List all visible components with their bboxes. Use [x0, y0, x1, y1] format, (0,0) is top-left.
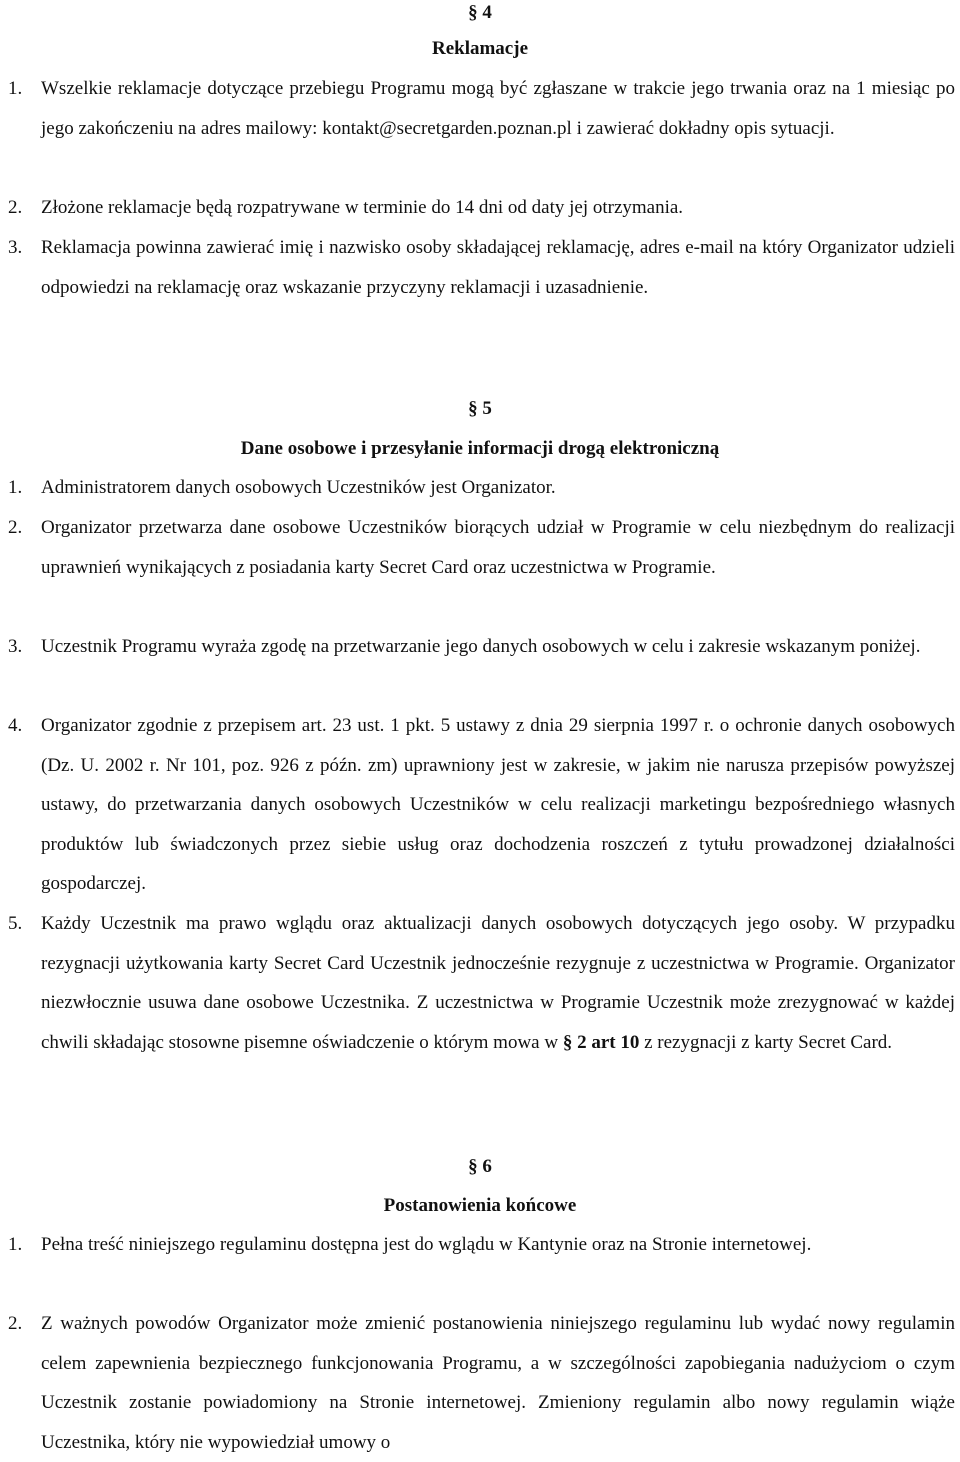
section-symbol: § — [468, 398, 478, 419]
item-text: Administratorem danych osobowych Uczestników jest Organizator. — [41, 477, 556, 498]
section-reference: § 2 art 10 — [562, 1031, 640, 1053]
section-number: 6 — [482, 1156, 492, 1177]
item-text-before: Każdy Uczestnik ma prawo wglądu oraz aktualizacji danych osobowych dotyczących jego osoby. W przypadku rezygnacji użytkowania karty Secret Card Uczestnik jednocześnie rezygnuje z uczestnictwa w Programie. Organizator niezwłocznie usuwa dane osobowe Uczestnika. Z uczestnictwa w Programie Uczestnik może zrezygnować w każdej chwili składając stosowne pisemne oświadczenie o którym mowa w — [41, 913, 955, 1053]
section-5-title: Dane osobowe i przesyłanie informacji drogą elektroniczną — [240, 438, 720, 459]
section-6-number — [0, 1156, 960, 1178]
item-number: 2. — [8, 517, 23, 538]
item-number: 1. — [8, 477, 23, 498]
section-4-number — [0, 2, 960, 24]
item-text: Uczestnik Programu wyraża zgodę na przetwarzanie jego danych osobowych w celu i zakresie wskazanym poniżej. — [41, 636, 921, 657]
section-number: 4 — [482, 2, 492, 23]
item-number: 4. — [8, 715, 23, 736]
item-text — [41, 904, 955, 1062]
item-text: Reklamacja powinna zawierać imię i nazwisko osoby składającej reklamację, adres e-mail na który Organizator udzieli odpowiedzi na reklamację oraz wskazanie przyczyny reklamacji i uzasadnienie. — [41, 237, 955, 298]
item-number: 1. — [8, 78, 23, 99]
section-4-title: Reklamacje — [431, 38, 529, 59]
section-number: 5 — [482, 398, 492, 419]
item-text: Złożone reklamacje będą rozpatrywane w terminie do 14 dni od daty jej otrzymania. — [41, 197, 684, 218]
item-text: Organizator przetwarza dane osobowe Uczestników biorących udział w Programie w celu niezbędnym do realizacji uprawnień wynikających z posiadania karty Secret Card oraz uczestnictwa w Programie. — [41, 517, 955, 578]
item-number: 3. — [8, 636, 23, 657]
item-number: 2. — [8, 1313, 23, 1334]
item-text: Pełna treść niniejszego regulaminu dostępna jest do wglądu w Kantynie oraz na Stronie internetowej. — [41, 1234, 812, 1255]
item-text: Wszelkie reklamacje dotyczące przebiegu Programu mogą być zgłaszane w trakcie jego trwania oraz na 1 miesiąc po jego zakończeniu na adres mailowy: kontakt@secretgarden.poznan.pl i zawierać dokładny opis sytuacji. — [41, 78, 955, 139]
item-number: 1. — [8, 1234, 23, 1255]
item-number: 5. — [8, 913, 23, 934]
section-symbol: § — [468, 1156, 478, 1177]
section-5-number — [0, 398, 960, 420]
item-text: Z ważnych powodów Organizator może zmienić postanowienia niniejszego regulaminu lub wydać nowy regulamin celem zapewnienia bezpiecznego funkcjonowania Programu, a w szczególności zapobiegania nadużyciom o czym Uczestnik zostanie powiadomiony na Stronie internetowej. Zmieniony regulamin albo nowy regulamin wiąże Uczestnika, który nie wypowiedział umowy o — [41, 1313, 955, 1453]
item-text-after: z rezygnacji z karty Secret Card. — [639, 1031, 893, 1053]
item-number: 2. — [8, 197, 23, 218]
section-6-title: Postanowienia końcowe — [383, 1195, 577, 1216]
item-number: 3. — [8, 237, 23, 258]
section-symbol: § — [468, 2, 478, 23]
item-text: Organizator zgodnie z przepisem art. 23 ust. 1 pkt. 5 ustawy z dnia 29 sierpnia 1997 r. o ochronie danych osobowych (Dz. U. 2002 r. Nr 101, poz. 926 z późn. zm) uprawniony jest w zakresie, w jakim nie narusza przepisów powyższej ustawy, do przetwarzania danych osobowych Uczestników w celu realizacji marketingu bezpośredniego własnych produktów lub świadczonych przez siebie usług oraz dochodzenia roszczeń z tytułu prowadzonej działalności gospodarczej. — [41, 715, 955, 894]
